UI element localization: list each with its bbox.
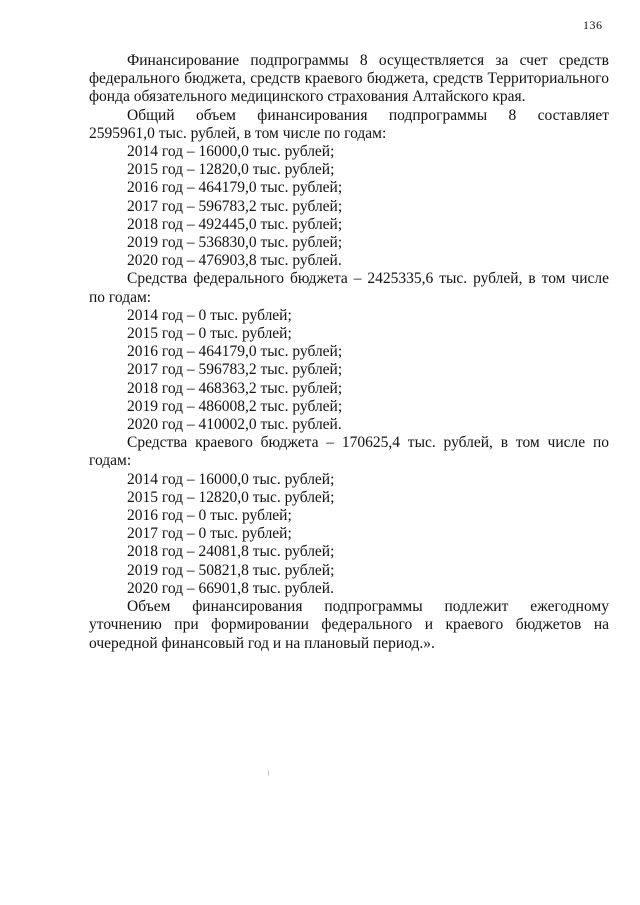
total-funding-intro-cont: 2595961,0 тыс. рублей, в том числе по годам: — [89, 124, 387, 142]
year-line: 2018 год – 492445,0 тыс. рублей; — [127, 215, 343, 233]
year-line: 2016 год – 464179,0 тыс. рублей; — [127, 179, 343, 197]
year-line: 2017 год – 596783,2 тыс. рублей; — [127, 361, 343, 379]
funding-sources-paragraph: Финансирование подпрограммы 8 осуществляется за счет средств федерального бюджета, средств краевого бюджета, средств Территориального фонда обязательного медицинского страхования Алтайского края. — [89, 52, 609, 106]
federal-budget-years — [89, 307, 609, 434]
year-line: 2014 год – 0 тыс. рублей; — [127, 306, 292, 324]
year-line: 2020 год – 476903,8 тыс. рублей. — [127, 252, 342, 270]
year-line: 2017 год – 0 тыс. рублей; — [127, 525, 292, 543]
year-line: 2015 год – 0 тыс. рублей; — [127, 325, 292, 343]
year-line: 2019 год – 536830,0 тыс. рублей; — [127, 234, 343, 252]
year-line: 2014 год – 16000,0 тыс. рублей; — [127, 470, 335, 488]
year-line: 2015 год – 12820,0 тыс. рублей; — [127, 161, 335, 179]
year-line: 2020 год – 66901,8 тыс. рублей. — [127, 579, 334, 597]
document-body — [89, 52, 609, 653]
year-line: 2016 год – 0 тыс. рублей; — [127, 507, 292, 525]
year-line: 2020 год – 410002,0 тыс. рублей. — [127, 416, 342, 434]
year-line: 2018 год – 468363,2 тыс. рублей; — [127, 379, 343, 397]
year-line: 2019 год – 50821,8 тыс. рублей; — [127, 561, 335, 579]
federal-budget-intro: Средства федерального бюджета – 2425335,6 тыс. рублей, в том числе по годам: — [89, 270, 609, 306]
year-line: 2016 год – 464179,0 тыс. рублей; — [127, 343, 343, 361]
year-line: 2014 год – 16000,0 тыс. рублей; — [127, 143, 335, 161]
regional-budget-years — [89, 471, 609, 598]
year-line: 2017 год – 596783,2 тыс. рублей; — [127, 197, 343, 215]
page-number: 136 — [583, 18, 603, 32]
regional-budget-intro: Средства краевого бюджета – 170625,4 тыс. рублей, в том числе по годам: — [89, 434, 609, 470]
year-line: 2015 год – 12820,0 тыс. рублей; — [127, 488, 335, 506]
total-funding-intro: Общий объем финансирования подпрограммы 8 составляет — [127, 106, 609, 124]
scan-mark — [268, 770, 269, 776]
closing-paragraph: Объем финансирования подпрограммы подлежит ежегодному уточнению при формировании федерального и краевого бюджетов на очередной финансовый год и на плановый период.». — [89, 598, 609, 652]
year-line: 2019 год – 486008,2 тыс. рублей; — [127, 397, 343, 415]
year-line: 2018 год – 24081,8 тыс. рублей; — [127, 543, 335, 561]
total-funding-years — [89, 143, 609, 270]
